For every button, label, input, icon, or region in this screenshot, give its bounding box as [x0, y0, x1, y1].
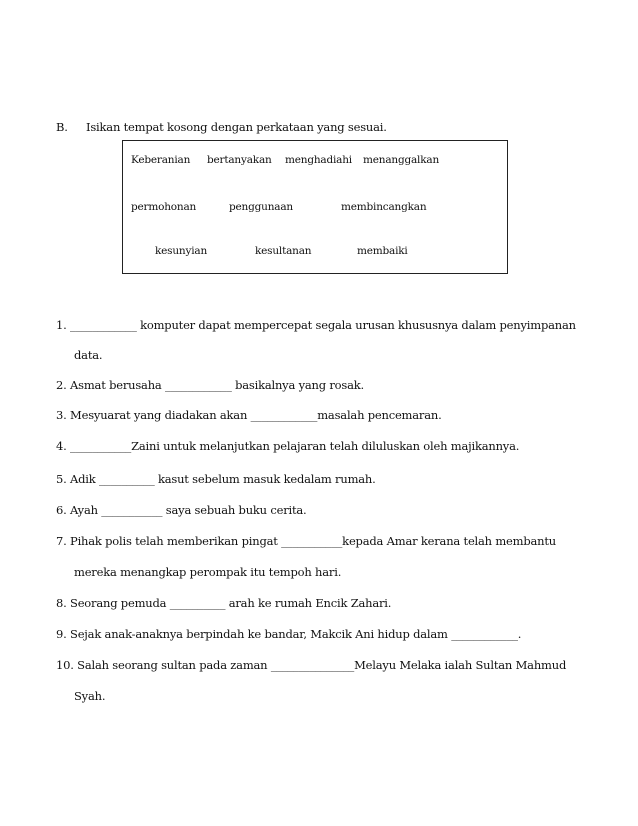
word-bank-item: kesunyian: [155, 245, 208, 257]
word-bank-item: bertanyakan: [207, 154, 272, 166]
question-3: 3. Mesyuarat yang diadakan akan ____________masalah pencemaran.: [56, 408, 442, 422]
word-bank-item: menghadiahi: [285, 154, 352, 166]
word-bank-item: permohonan: [131, 201, 197, 213]
word-bank-item: membaiki: [357, 245, 408, 257]
word-bank-item: menanggalkan: [363, 154, 440, 166]
word-bank-item: kesultanan: [255, 245, 312, 257]
word-bank-item: Keberanian: [131, 154, 191, 166]
question-5: 5. Adik __________ kasut sebelum masuk kedalam rumah.: [56, 472, 376, 486]
word-bank-box: [122, 140, 508, 274]
question-10-line-1: 10. Salah seorang sultan pada zaman _______________Melayu Melaka ialah Sultan Mahmud: [56, 658, 567, 672]
question-2: 2. Asmat berusaha ____________ basikalnya yang rosak.: [56, 378, 364, 392]
question-8: 8. Seorang pemuda __________ arah ke rumah Encik Zahari.: [56, 596, 392, 610]
question-4: 4. ___________Zaini untuk melanjutkan pelajaran telah diluluskan oleh majikannya.: [56, 439, 520, 453]
question-7-line-2: mereka menangkap perompak itu tempoh hari.: [74, 565, 342, 579]
question-10-line-2: Syah.: [74, 689, 106, 703]
word-bank-item: penggunaan: [229, 201, 293, 213]
question-1-line-2: data.: [74, 348, 103, 362]
word-bank-item: membincangkan: [341, 201, 427, 213]
question-6: 6. Ayah ___________ saya sebuah buku cerita.: [56, 503, 307, 517]
question-1-line-1: 1. ____________ komputer dapat mempercepat segala urusan khususnya dalam penyimpanan: [56, 318, 576, 332]
section-letter: B.: [56, 120, 68, 134]
section-instruction: Isikan tempat kosong dengan perkataan yang sesuai.: [86, 120, 387, 134]
question-9: 9. Sejak anak-anaknya berpindah ke bandar, Makcik Ani hidup dalam ____________.: [56, 627, 522, 641]
question-7-line-1: 7. Pihak polis telah memberikan pingat ___________kepada Amar kerana telah membantu: [56, 534, 557, 548]
